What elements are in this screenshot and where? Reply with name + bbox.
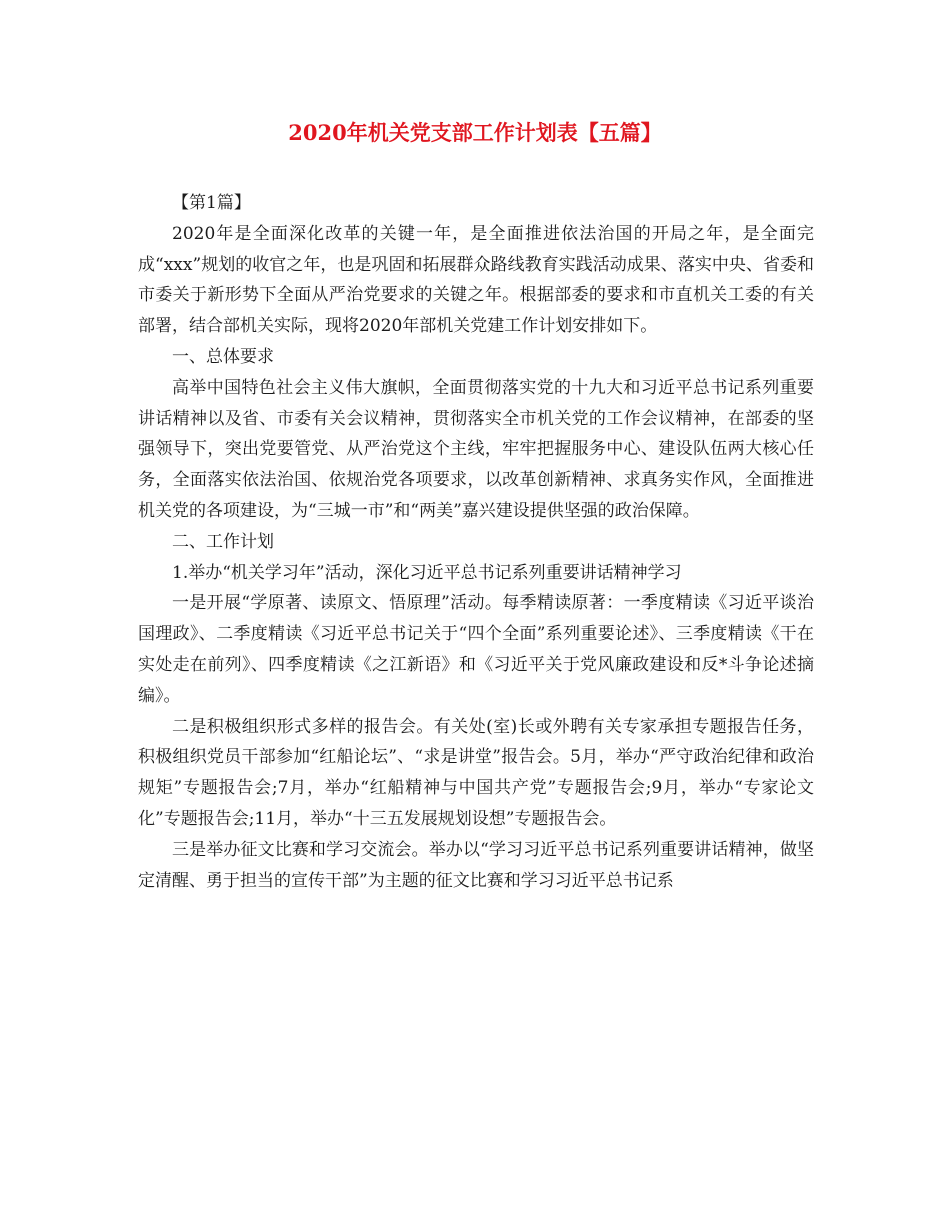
section-heading: 【第1篇】 <box>172 193 251 213</box>
document-title: 2020年机关党支部工作计划表【五篇】 <box>288 120 662 145</box>
section-heading: 一、总体要求 <box>172 346 274 367</box>
paragraph: 二是积极组织形式多样的报告会。有关处(室)长或外聘有关专家承担专题报告任务，积极组织党员干部参加“红船论坛”、“求是讲堂”报告会。5月，举办“严守政治纪律和政治规矩”专题报告会;7月，举办“红船精神与中国共产党”专题报告会;9月，举办“专家论文化”专题报告会;11月，举办“十三五发展规划设想”专题报告会。 <box>138 716 814 829</box>
paragraph: 一是开展“学原著、读原文、悟原理”活动。每季精读原著：一季度精读《习近平谈治国理政》、二季度精读《习近平总书记关于“四个全面”系列重要论述》、三季度精读《干在实处走在前列》、四季度精读《之江新语》和《习近平关于党风廉政建设和反*斗争论述摘编》。 <box>138 593 814 706</box>
document-body <box>138 188 814 896</box>
paragraph: 2020年是全面深化改革的关键一年，是全面推进依法治国的开局之年，是全面完成“xxx”规划的收官之年，也是巩固和拓展群众路线教育实践活动成果、落实中央、省委和市委关于新形势下全面从严治党要求的关键之年。根据部委的要求和市直机关工委的有关部署，结合部机关实际，现将2020年部机关党建工作计划安排如下。 <box>138 223 814 337</box>
paragraph: 高举中国特色社会主义伟大旗帜，全面贯彻落实党的十九大和习近平总书记系列重要讲话精神以及省、市委有关会议精神，贯彻落实全市机关党的工作会议精神，在部委的坚强领导下，突出党要管党、从严治党这个主线，牢牢把握服务中心、建设队伍两大核心任务，全面落实依法治国、依规治党各项要求，以改革创新精神、求真务实作风，全面推进机关党的各项建设，为“三城一市”和“两美”嘉兴建设提供坚强的政治保障。 <box>138 377 814 521</box>
section-heading: 二、工作计划 <box>172 531 274 552</box>
subsection-heading: 1.举办“机关学习年”活动，深化习近平总书记系列重要讲话精神学习 <box>172 562 682 583</box>
paragraph: 三是举办征文比赛和学习交流会。举办以“学习习近平总书记系列重要讲话精神，做坚定清醒、勇于担当的宣传干部”为主题的征文比赛和学习习近平总书记系 <box>138 839 814 891</box>
